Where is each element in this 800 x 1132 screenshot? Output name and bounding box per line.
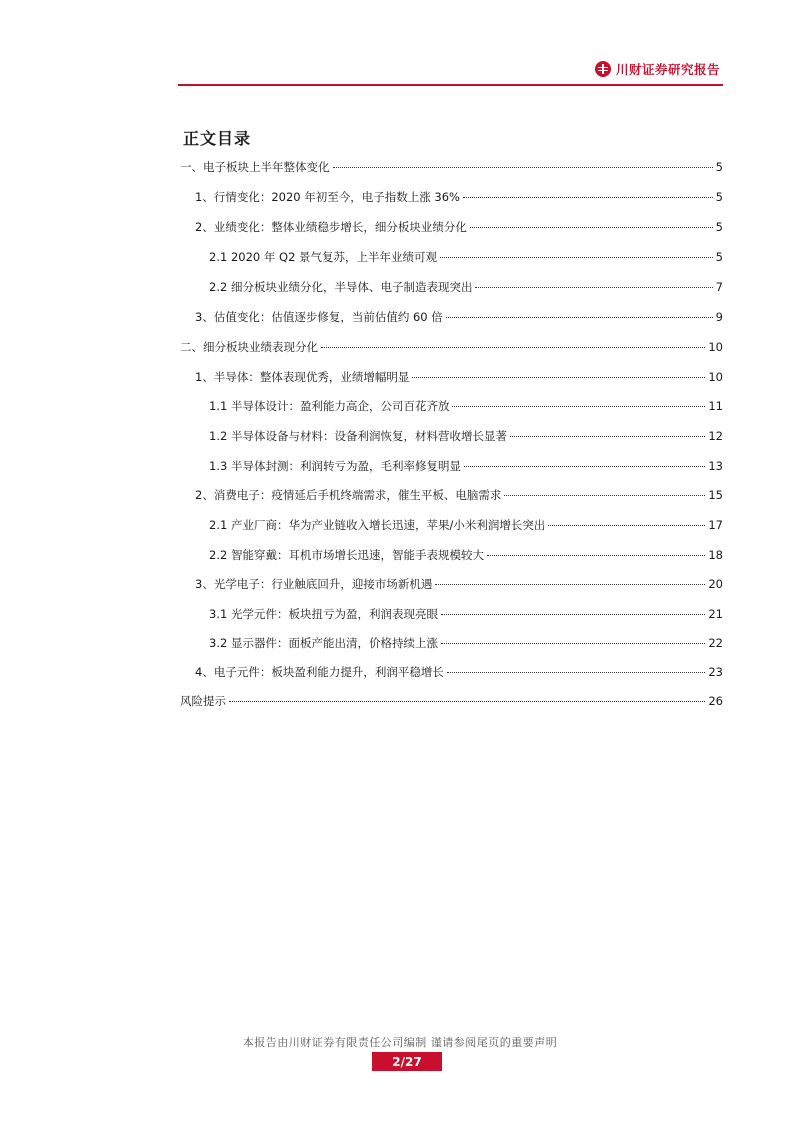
toc-entry-label: 1.2 半导体设备与材料：设备利润恢复，材料营收增长显著 [209,429,507,443]
toc-entry-page: 26 [708,694,723,708]
toc-leader [470,217,713,228]
toc-leader [333,157,713,168]
toc-entry-label: 3.2 显示器件：面板产能出清，价格持续上涨 [209,636,438,650]
header-brand [595,60,720,78]
brand-name: 川财证券研究报告 [615,62,720,77]
toc-entry-page: 7 [715,280,723,294]
toc-entry-page: 10 [708,370,723,384]
toc-entry[interactable] [209,398,723,414]
toc-entry[interactable] [195,309,723,325]
toc-entry-page: 10 [708,340,723,354]
toc-entry[interactable] [209,517,723,533]
toc-entry-page: 17 [708,518,723,532]
toc-leader [446,307,713,318]
toc-entry-label: 二、细分板块业绩表现分化 [180,340,318,354]
toc-entry-page: 22 [708,636,723,650]
page-number-badge: 2/27 [372,1052,442,1071]
toc-leader [452,396,705,407]
toc-entry-label: 3、估值变化：估值逐步修复，当前估值约 60 倍 [195,310,443,324]
toc-leader [321,337,705,348]
toc-leader [229,691,705,702]
toc-entry-label: 2.2 细分板块业绩分化，半导体、电子制造表现突出 [209,280,473,294]
toc-entry[interactable] [209,547,723,563]
toc-entry-label: 一、电子板块上半年整体变化 [180,160,330,174]
toc-entry-label: 1.3 半导体封测：利润转亏为盈，毛利率修复明显 [209,459,461,473]
toc-entry-page: 5 [715,220,723,234]
toc-entry-page: 5 [715,250,723,264]
toc-entry-label: 2.2 智能穿戴：耳机市场增长迅速，智能手表规模较大 [209,548,484,562]
toc-entry[interactable] [180,339,723,355]
toc-entry-label: 3.1 光学元件：板块扭亏为盈，利润表现亮眼 [209,607,438,621]
toc-entry-page: 11 [708,399,723,413]
toc-leader [441,633,705,644]
toc-entry[interactable] [195,369,723,385]
toc-entry[interactable] [195,219,723,235]
toc-leader [548,515,705,526]
toc-leader [412,367,705,378]
toc-entry-page: 5 [715,190,723,204]
toc-entry-page: 9 [715,310,723,324]
toc-leader [435,574,705,585]
toc-entry[interactable] [209,279,723,295]
toc-entry-label: 4、电子元件：板块盈利能力提升，利润平稳增长 [195,665,444,679]
toc-leader [447,662,706,673]
header-divider [178,84,723,86]
page-title: 正文目录 [183,129,252,148]
toc-entry-page: 21 [708,607,723,621]
toc-entry-label: 1、半导体：整体表现优秀，业绩增幅明显 [195,370,410,384]
toc-entry[interactable] [195,487,723,503]
footer-disclaimer: 本报告由川财证券有限责任公司编制 谨请参阅尾页的重要声明 [242,1036,558,1049]
toc-leader [463,187,713,198]
toc-entry-page: 20 [708,577,723,591]
toc-entry-page: 5 [715,160,723,174]
toc-leader [510,426,705,437]
toc-entry-label: 3、光学电子：行业触底回升，迎接市场新机遇 [195,577,433,591]
toc-entry-page: 23 [708,665,723,679]
toc-entry[interactable] [209,249,723,265]
toc-entry[interactable] [209,458,723,474]
toc-leader [504,485,705,496]
toc-entry[interactable] [195,576,723,592]
toc-entry-page: 13 [708,459,723,473]
toc-entry[interactable] [180,693,723,709]
toc-entry-label: 2、业绩变化：整体业绩稳步增长，细分板块业绩分化 [195,220,467,234]
toc-leader [441,604,705,615]
brand-logo-icon [595,61,611,77]
toc-leader [487,545,705,556]
toc-entry-label: 1.1 半导体设计：盈利能力高企，公司百花齐放 [209,399,450,413]
toc-entry-label: 风险提示 [180,694,226,708]
toc-entry-page: 12 [708,429,723,443]
toc-leader [475,277,712,288]
toc-entry[interactable] [180,159,723,175]
toc-entry[interactable] [209,635,723,651]
toc-entry[interactable] [195,664,723,680]
toc-entry[interactable] [209,606,723,622]
toc-entry-page: 18 [708,548,723,562]
toc-entry-label: 2.1 2020 年 Q2 景气复苏，上半年业绩可观 [209,250,438,264]
toc-entry[interactable] [195,189,723,205]
toc-entry[interactable] [209,428,723,444]
toc-entry-label: 2.1 产业厂商：华为产业链收入增长迅速，苹果/小米利润增长突出 [209,518,546,532]
toc-leader [440,247,713,258]
toc-entry-label: 2、消费电子：疫情延后手机终端需求，催生平板、电脑需求 [195,488,502,502]
toc-entry-page: 15 [708,488,723,502]
toc-entry-label: 1、行情变化：2020 年初至今，电子指数上涨 36% [195,190,460,204]
toc-leader [464,456,705,467]
